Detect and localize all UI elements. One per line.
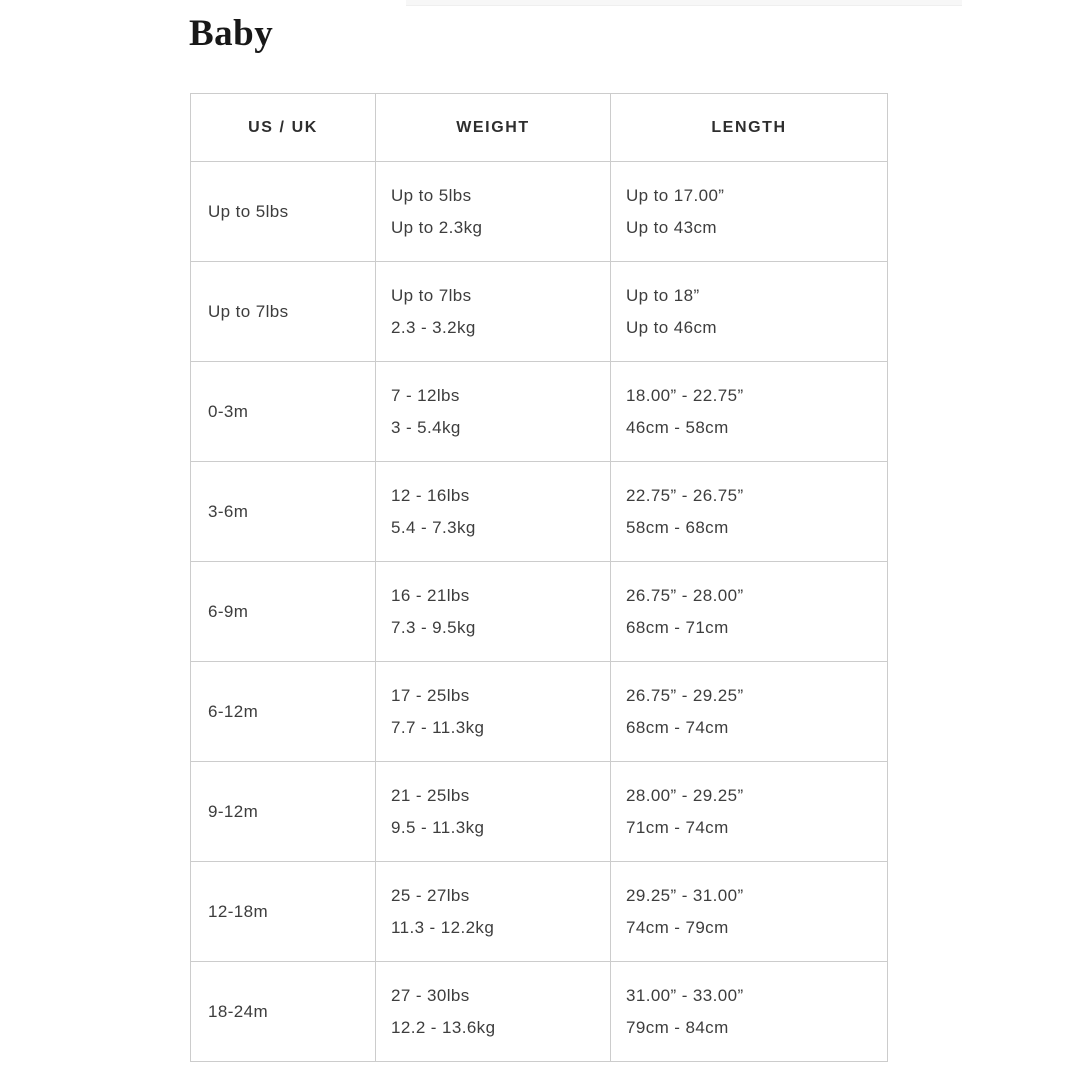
column-header-us-uk: US / UK — [191, 94, 376, 162]
cell-size — [191, 262, 376, 362]
weight-lbs-value: Up to 7lbs — [391, 285, 472, 305]
length-cm-value: 71cm - 74cm — [626, 817, 729, 837]
weight-lbs-value: 16 - 21lbs — [391, 585, 470, 605]
cell-length — [611, 462, 888, 562]
table-row — [191, 362, 888, 462]
table-row — [191, 162, 888, 262]
size-label: 3-6m — [208, 501, 249, 521]
weight-kg-value: Up to 2.3kg — [391, 217, 483, 237]
column-header-length: LENGTH — [611, 94, 888, 162]
cell-size — [191, 862, 376, 962]
page-title: Baby — [189, 13, 274, 54]
cell-weight — [376, 462, 611, 562]
weight-lbs-value: 12 - 16lbs — [391, 485, 470, 505]
length-inches-value: 22.75” - 26.75” — [626, 485, 744, 505]
cell-weight — [376, 262, 611, 362]
table-row — [191, 962, 888, 1062]
weight-lbs-value: Up to 5lbs — [391, 185, 472, 205]
size-label: Up to 7lbs — [208, 301, 289, 321]
length-inches-value: 31.00” - 33.00” — [626, 985, 744, 1005]
length-cm-value: 79cm - 84cm — [626, 1017, 729, 1037]
table-row — [191, 762, 888, 862]
cell-weight — [376, 562, 611, 662]
size-label: 6-12m — [208, 701, 259, 721]
weight-kg-value: 5.4 - 7.3kg — [391, 517, 476, 537]
table-header-row — [191, 94, 888, 162]
cell-length — [611, 862, 888, 962]
cell-length — [611, 662, 888, 762]
size-label: 12-18m — [208, 901, 269, 921]
weight-lbs-value: 7 - 12lbs — [391, 385, 460, 405]
cell-length — [611, 262, 888, 362]
length-inches-value: 26.75” - 28.00” — [626, 585, 744, 605]
size-label: 18-24m — [208, 1001, 269, 1021]
cell-length — [611, 562, 888, 662]
length-inches-value: 18.00” - 22.75” — [626, 385, 744, 405]
cell-length — [611, 762, 888, 862]
cell-size — [191, 962, 376, 1062]
table-row — [191, 862, 888, 962]
cell-size — [191, 662, 376, 762]
cell-weight — [376, 962, 611, 1062]
weight-kg-value: 3 - 5.4kg — [391, 417, 461, 437]
length-inches-value: 28.00” - 29.25” — [626, 785, 744, 805]
weight-lbs-value: 21 - 25lbs — [391, 785, 470, 805]
length-cm-value: 68cm - 74cm — [626, 717, 729, 737]
table-row — [191, 462, 888, 562]
cell-weight — [376, 362, 611, 462]
length-cm-value: 46cm - 58cm — [626, 417, 729, 437]
cell-size — [191, 562, 376, 662]
cell-size — [191, 762, 376, 862]
cell-size — [191, 162, 376, 262]
column-header-weight: WEIGHT — [376, 94, 611, 162]
size-label: 6-9m — [208, 601, 249, 621]
weight-kg-value: 9.5 - 11.3kg — [391, 817, 485, 837]
size-label: 9-12m — [208, 801, 259, 821]
length-cm-value: 74cm - 79cm — [626, 917, 729, 937]
weight-kg-value: 12.2 - 13.6kg — [391, 1017, 496, 1037]
cell-length — [611, 362, 888, 462]
table-row — [191, 662, 888, 762]
weight-kg-value: 11.3 - 12.2kg — [391, 917, 495, 937]
size-label: Up to 5lbs — [208, 201, 289, 221]
cell-length — [611, 162, 888, 262]
cell-weight — [376, 862, 611, 962]
cell-weight — [376, 762, 611, 862]
weight-kg-value: 7.7 - 11.3kg — [391, 717, 485, 737]
size-label: 0-3m — [208, 401, 249, 421]
cell-size — [191, 462, 376, 562]
weight-lbs-value: 27 - 30lbs — [391, 985, 470, 1005]
cell-size — [191, 362, 376, 462]
table-row — [191, 262, 888, 362]
weight-kg-value: 2.3 - 3.2kg — [391, 317, 476, 337]
table-row — [191, 562, 888, 662]
length-inches-value: Up to 18” — [626, 285, 700, 305]
weight-lbs-value: 17 - 25lbs — [391, 685, 470, 705]
length-cm-value: 68cm - 71cm — [626, 617, 729, 637]
length-inches-value: Up to 17.00” — [626, 185, 725, 205]
weight-lbs-value: 25 - 27lbs — [391, 885, 470, 905]
length-inches-value: 26.75” - 29.25” — [626, 685, 744, 705]
baby-size-chart-table — [190, 93, 888, 1062]
cell-weight — [376, 162, 611, 262]
length-cm-value: Up to 46cm — [626, 317, 717, 337]
length-cm-value: Up to 43cm — [626, 217, 717, 237]
length-cm-value: 58cm - 68cm — [626, 517, 729, 537]
weight-kg-value: 7.3 - 9.5kg — [391, 617, 476, 637]
cell-weight — [376, 662, 611, 762]
length-inches-value: 29.25” - 31.00” — [626, 885, 744, 905]
top-strip-remnant — [406, 0, 962, 6]
cell-length — [611, 962, 888, 1062]
